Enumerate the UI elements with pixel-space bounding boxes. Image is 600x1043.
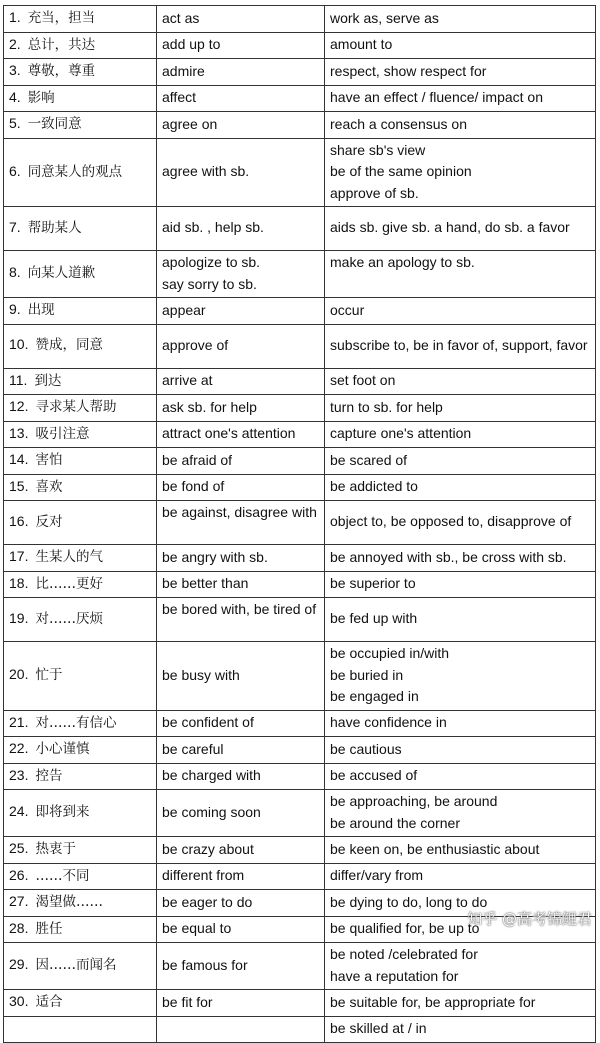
english-phrase-cell [157,890,325,917]
synonym-phrase-cell [325,501,596,545]
english-phrase-cell [157,571,325,598]
synonym-phrase: be buried in [330,666,404,683]
chinese-meaning: 帮助某人 [27,219,82,236]
english-phrase: agree with sb. [162,163,250,179]
row-number: 25. [9,840,29,856]
chinese-meaning: 对……有信心 [35,714,117,731]
chinese-meaning: 赞成，同意 [35,337,103,354]
chinese-meaning-cell [4,395,157,422]
chinese-meaning: 喜欢 [35,478,63,495]
english-phrase-cell [157,710,325,737]
english-phrase: add up to [162,36,221,52]
english-phrase-cell [157,863,325,890]
english-phrase-cell [157,395,325,422]
table-row [4,545,596,572]
synonym-phrase: have a reputation for [330,967,459,984]
english-phrase: be against, disagree with [162,504,317,520]
chinese-meaning: 控告 [35,767,63,784]
chinese-meaning-cell [4,474,157,501]
english-phrase: be charged with [162,767,261,783]
english-phrase: be better than [162,575,249,591]
watermark: 知乎 @高考锦鲤君 [467,910,592,928]
chinese-meaning: 因……而闻名 [35,957,117,974]
chinese-meaning-cell [4,1016,157,1043]
chinese-meaning-cell [4,298,157,325]
english-phrase: act as [162,9,200,26]
synonym-phrase-cell [325,837,596,864]
english-phrase-cell [157,32,325,59]
chinese-meaning-cell [4,571,157,598]
table-row [4,501,596,545]
synonym-phrase-cell [325,1016,596,1043]
chinese-meaning-cell [4,837,157,864]
synonym-phrase: have an effect / fluence/ impact on [330,89,543,105]
chinese-meaning: 总计，共达 [27,36,96,53]
synonym-phrase: make an apology to sb. [330,254,475,270]
chinese-meaning-cell [4,763,157,790]
row-number: 12. [9,398,29,414]
english-phrase: be busy with [162,666,240,683]
table-row [4,837,596,864]
english-phrase-cell [157,916,325,943]
synonym-phrase: work as, serve as [330,9,439,26]
row-number: 13. [9,424,29,441]
synonym-phrase-cell [325,32,596,59]
synonym-phrase-cell [325,59,596,86]
chinese-meaning-cell [4,916,157,943]
synonym-phrase-cell [325,6,596,33]
chinese-meaning-cell [4,501,157,545]
row-number: 18. [9,574,29,591]
table-row [4,421,596,448]
synonym-phrase: be engaged in [330,688,419,704]
table-row [4,642,596,711]
english-phrase: be confident of [162,714,254,730]
chinese-meaning: 害怕 [35,452,63,468]
table-row [4,85,596,112]
english-phrase: approve of [162,336,229,353]
chinese-meaning-cell [4,710,157,737]
row-number: 21. [9,713,29,730]
row-number: 14. [9,451,29,467]
english-phrase: aid sb. , help sb. [162,219,264,236]
chinese-meaning: 尊敬，尊重 [27,63,96,79]
synonym-phrase-cell [325,790,596,837]
english-phrase: be fond of [162,478,225,494]
synonym-phrase-cell [325,737,596,764]
table-row [4,790,596,837]
english-phrase-cell [157,763,325,790]
synonym-phrase: be of the same opinion [330,163,472,179]
table-row [4,324,596,368]
chinese-meaning: 出现 [27,302,55,318]
table-row [4,571,596,598]
english-phrase: be eager to do [162,893,253,910]
chinese-meaning: 吸引注意 [35,425,90,442]
synonym-phrase: amount to [330,36,393,52]
row-number: 3. [9,62,21,78]
chinese-meaning-cell [4,207,157,251]
english-phrase-cell [157,448,325,475]
english-phrase-cell [157,368,325,395]
table-row [4,138,596,207]
chinese-meaning-cell [4,421,157,448]
english-phrase-cell [157,421,325,448]
english-phrase-cell [157,642,325,711]
table-row [4,863,596,890]
synonym-phrase-cell [325,421,596,448]
chinese-meaning-cell [4,863,157,890]
english-phrase: be fit for [162,993,213,1010]
synonym-phrase: be skilled at / in [330,1020,427,1036]
english-phrase: apologize to sb. [162,254,261,270]
row-number: 22. [9,740,29,756]
table-row [4,1016,596,1043]
synonym-phrase: respect, show respect for [330,62,487,79]
table-row [4,112,596,139]
chinese-meaning: 反对 [35,513,63,530]
row-number: 6. [9,162,21,179]
chinese-meaning: 比……更好 [35,575,103,592]
synonym-phrase: be suitable for, be appropriate for [330,993,536,1010]
english-phrase: be equal to [162,920,232,936]
chinese-meaning-cell [4,59,157,86]
english-phrase: be famous for [162,956,248,973]
synonym-phrase-cell [325,251,596,298]
english-phrase: agree on [162,115,218,132]
synonym-phrase: reach a consensus on [330,115,467,132]
synonym-phrase-cell [325,763,596,790]
english-phrase-cell [157,298,325,325]
chinese-meaning: 对……厌烦 [35,610,103,627]
english-phrase: attract one's attention [162,425,296,441]
chinese-meaning-cell [4,598,157,642]
english-phrase-cell [157,837,325,864]
english-phrase: ask sb. for help [162,398,257,415]
chinese-meaning-cell [4,737,157,764]
synonym-phrase: be noted /celebrated for [330,946,478,962]
chinese-meaning-cell [4,368,157,395]
synonym-phrase: be dying to do, long to do [330,893,488,910]
synonym-phrase: be qualified for, be up to [330,920,480,936]
synonym-phrase: share sb's view [330,141,426,158]
synonym-phrase: be superior to [330,575,416,591]
english-phrase-cell [157,501,325,545]
table-row [4,990,596,1017]
row-number: 27. [9,893,29,909]
chinese-meaning-cell [4,138,157,207]
row-number: 7. [9,218,21,235]
english-phrase-cell [157,6,325,33]
row-number: 9. [9,301,21,317]
english-phrase-cell [157,990,325,1017]
synonym-phrase: turn to sb. for help [330,398,443,415]
synonym-phrase: be accused of [330,767,418,783]
chinese-meaning: 渴望做…… [35,894,103,910]
english-phrase: arrive at [162,372,213,388]
chinese-meaning: 充当，担当 [27,10,96,26]
chinese-meaning: 影响 [27,89,55,106]
chinese-meaning: 小心谨慎 [35,741,90,757]
synonym-phrase-cell [325,298,596,325]
synonym-phrase-cell [325,138,596,207]
chinese-meaning-cell [4,448,157,475]
row-number: 8. [9,264,21,281]
synonym-phrase: subscribe to, be in favor of, support, favor [330,336,588,353]
table-row [4,32,596,59]
row-number: 19. [9,609,29,626]
synonym-phrase: be approaching, be around [330,793,498,809]
chinese-meaning: 同意某人的观点 [27,163,123,180]
row-number: 29. [9,956,29,973]
chinese-meaning: 胜任 [35,920,63,937]
table-row [4,251,596,298]
chinese-meaning: ……不同 [35,867,90,884]
table-row [4,298,596,325]
chinese-meaning: 热衷于 [35,841,76,857]
row-number: 11. [9,371,28,388]
row-number: 24. [9,803,29,820]
english-phrase-cell [157,943,325,990]
row-number: 2. [9,35,21,52]
synonym-phrase: aids sb. give sb. a hand, do sb. a favor [330,219,570,236]
chinese-meaning-cell [4,32,157,59]
chinese-meaning: 忙于 [35,667,63,683]
synonym-phrase: be cautious [330,740,402,757]
synonym-phrase-cell [325,642,596,711]
synonym-phrase-cell [325,448,596,475]
table-row [4,737,596,764]
english-phrase: appear [162,301,206,318]
row-number: 20. [9,666,29,682]
synonym-phrase-cell [325,545,596,572]
synonym-phrase: object to, be opposed to, disapprove of [330,513,572,530]
synonym-phrase-cell [325,207,596,251]
synonym-phrase: differ/vary from [330,867,424,883]
synonym-phrase: be annoyed with sb., be cross with sb. [330,548,567,565]
chinese-meaning-cell [4,85,157,112]
table-row [4,6,596,33]
chinese-meaning: 到达 [34,372,62,389]
synonym-phrase-cell [325,324,596,368]
synonym-phrase-cell [325,710,596,737]
table-row [4,710,596,737]
synonym-phrase-cell [325,368,596,395]
chinese-meaning-cell [4,890,157,917]
english-phrase: be angry with sb. [162,548,268,565]
synonym-phrase-cell [325,943,596,990]
synonym-phrase: have confidence in [330,714,447,730]
chinese-meaning-cell [4,251,157,298]
english-phrase-cell [157,737,325,764]
table-row [4,763,596,790]
synonym-phrase: set foot on [330,372,396,388]
chinese-meaning: 向某人道歉 [27,265,96,282]
synonym-phrase-cell [325,395,596,422]
synonym-phrase-cell [325,863,596,890]
row-number: 15. [9,477,29,494]
row-number: 26. [9,866,29,883]
table-row [4,943,596,990]
english-phrase: be crazy about [162,840,254,857]
row-number: 5. [9,115,21,131]
english-phrase-cell [157,598,325,642]
synonym-phrase: be scared of [330,451,408,468]
chinese-meaning: 即将到来 [35,804,90,821]
english-phrase: be coming soon [162,803,261,820]
english-phrase-cell [157,138,325,207]
chinese-meaning-cell [4,943,157,990]
table-row [4,207,596,251]
english-phrase: say sorry to sb. [162,275,257,292]
synonym-phrase: approve of sb. [330,184,419,201]
row-number: 23. [9,766,29,783]
synonym-phrase-cell [325,990,596,1017]
chinese-meaning-cell [4,112,157,139]
chinese-meaning: 生某人的气 [35,549,103,565]
english-phrase-cell [157,112,325,139]
english-phrase-cell [157,59,325,86]
english-phrase: be careful [162,740,224,757]
chinese-meaning-cell [4,6,157,33]
vocabulary-table [3,5,596,1043]
row-number: 10. [9,336,29,353]
row-number: 4. [9,88,21,105]
synonym-phrase: be occupied in/with [330,645,450,661]
synonym-phrase: be keen on, be enthusiastic about [330,840,540,857]
row-number: 1. [9,9,21,25]
english-phrase-cell [157,207,325,251]
synonym-phrase-cell [325,474,596,501]
chinese-meaning-cell [4,324,157,368]
english-phrase: different from [162,867,245,883]
synonym-phrase: occur [330,301,365,318]
chinese-meaning-cell [4,545,157,572]
english-phrase: affect [162,89,196,105]
table-row [4,474,596,501]
chinese-meaning-cell [4,642,157,711]
synonym-phrase: be around the corner [330,814,460,831]
english-phrase-cell [157,790,325,837]
english-phrase: admire [162,62,205,79]
table-row [4,59,596,86]
english-phrase-cell [157,474,325,501]
chinese-meaning: 寻求某人帮助 [35,399,117,415]
synonym-phrase: be fed up with [330,610,418,627]
row-number: 16. [9,512,29,529]
synonym-phrase: capture one's attention [330,425,472,441]
table-row [4,448,596,475]
row-number: 28. [9,919,29,936]
english-phrase-cell [157,1016,325,1043]
english-phrase: be bored with, be tired of [162,601,317,617]
synonym-phrase-cell [325,85,596,112]
synonym-phrase-cell [325,112,596,139]
english-phrase-cell [157,324,325,368]
synonym-phrase-cell [325,571,596,598]
synonym-phrase-cell [325,598,596,642]
row-number: 30. [9,993,29,1009]
table-row [4,598,596,642]
english-phrase-cell [157,545,325,572]
chinese-meaning: 一致同意 [27,116,82,132]
chinese-meaning: 适合 [35,994,63,1010]
synonym-phrase: be addicted to [330,478,418,494]
chinese-meaning-cell [4,790,157,837]
english-phrase-cell [157,85,325,112]
table-row [4,368,596,395]
table-body [4,6,596,1043]
table-row [4,395,596,422]
english-phrase-cell [157,251,325,298]
english-phrase: be afraid of [162,451,233,468]
row-number: 17. [9,548,29,564]
chinese-meaning-cell [4,990,157,1017]
